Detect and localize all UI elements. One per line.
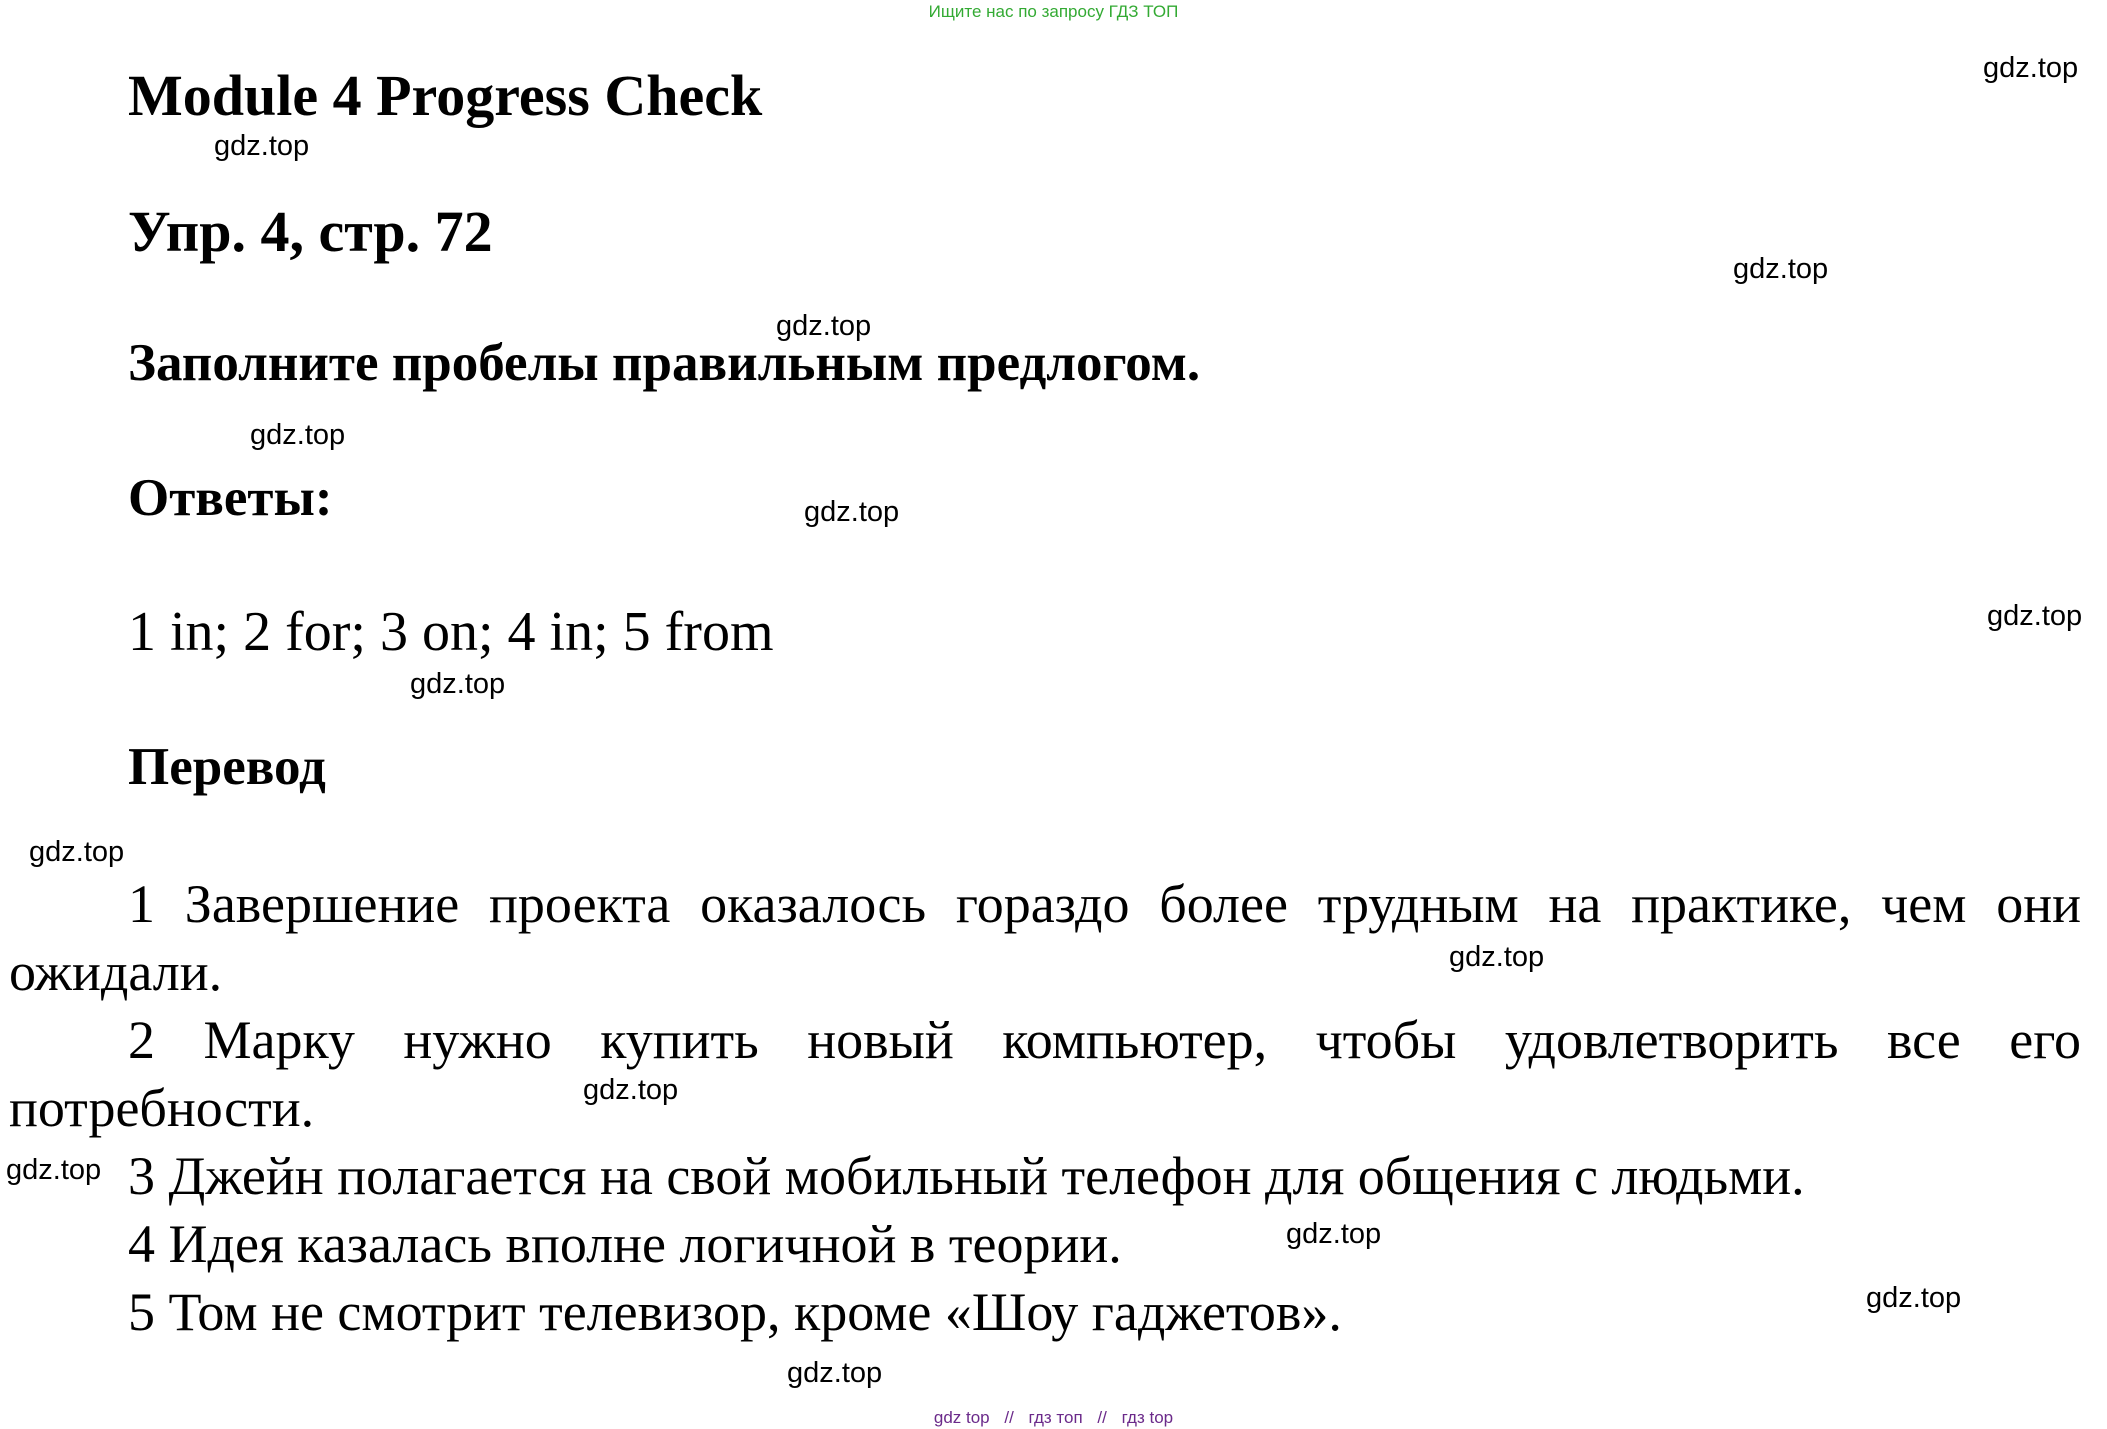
watermark: gdz.top — [29, 836, 125, 868]
footer-links — [0, 1408, 2107, 1428]
footer-separator: // — [1004, 1408, 1014, 1427]
exercise-heading: Упр. 4, стр. 72 — [128, 199, 493, 264]
footer-separator: // — [1097, 1408, 1107, 1427]
watermark: gdz.top — [776, 310, 872, 342]
watermark: gdz.top — [1983, 52, 2079, 84]
task-heading: Заполните пробелы правильным предлогом. — [128, 334, 1201, 392]
answers-text: 1 in; 2 for; 3 on; 4 in; 5 from — [128, 601, 774, 663]
watermark: gdz.top — [250, 419, 346, 451]
watermark: gdz.top — [1866, 1282, 1962, 1314]
watermark: gdz.top — [583, 1074, 679, 1106]
footer-link-gdz-top[interactable]: gdz top — [933, 1408, 990, 1427]
search-banner: Ищите нас по запросу ГДЗ ТОП — [928, 2, 1179, 21]
watermark: gdz.top — [410, 668, 506, 700]
watermark: gdz.top — [804, 496, 900, 528]
footer-link-gdz-top-mixed[interactable]: гдз top — [1121, 1408, 1174, 1427]
watermark: gdz.top — [1449, 941, 1545, 973]
footer-link-gdz-top-ru[interactable]: гдз топ — [1028, 1408, 1083, 1427]
translation-item-2: 2 Марку нужно купить новый компьютер, чтобы удовлетворить все его потребности. — [9, 1010, 2081, 1138]
answers-heading: Ответы: — [128, 469, 333, 527]
translation-item-4: 4 Идея казалась вполне логичной в теории. — [128, 1214, 1122, 1274]
watermark: gdz.top — [214, 130, 310, 162]
translation-item-5: 5 Том не смотрит телевизор, кроме «Шоу гаджетов». — [128, 1282, 1342, 1342]
translation-item-3: 3 Джейн полагается на свой мобильный телефон для общения с людьми. — [128, 1146, 1805, 1206]
translation-list — [9, 870, 2081, 1346]
translation-heading: Перевод — [128, 738, 326, 796]
watermark: gdz.top — [1987, 600, 2083, 632]
watermark: gdz.top — [1286, 1218, 1382, 1250]
watermark: gdz.top — [6, 1154, 102, 1186]
translation-item-1: 1 Завершение проекта оказалось гораздо более трудным на практике, чем они ожидали. — [9, 874, 2081, 1002]
watermark: gdz.top — [787, 1357, 883, 1389]
watermark: gdz.top — [1733, 253, 1829, 285]
page-title: Module 4 Progress Check — [128, 63, 763, 128]
